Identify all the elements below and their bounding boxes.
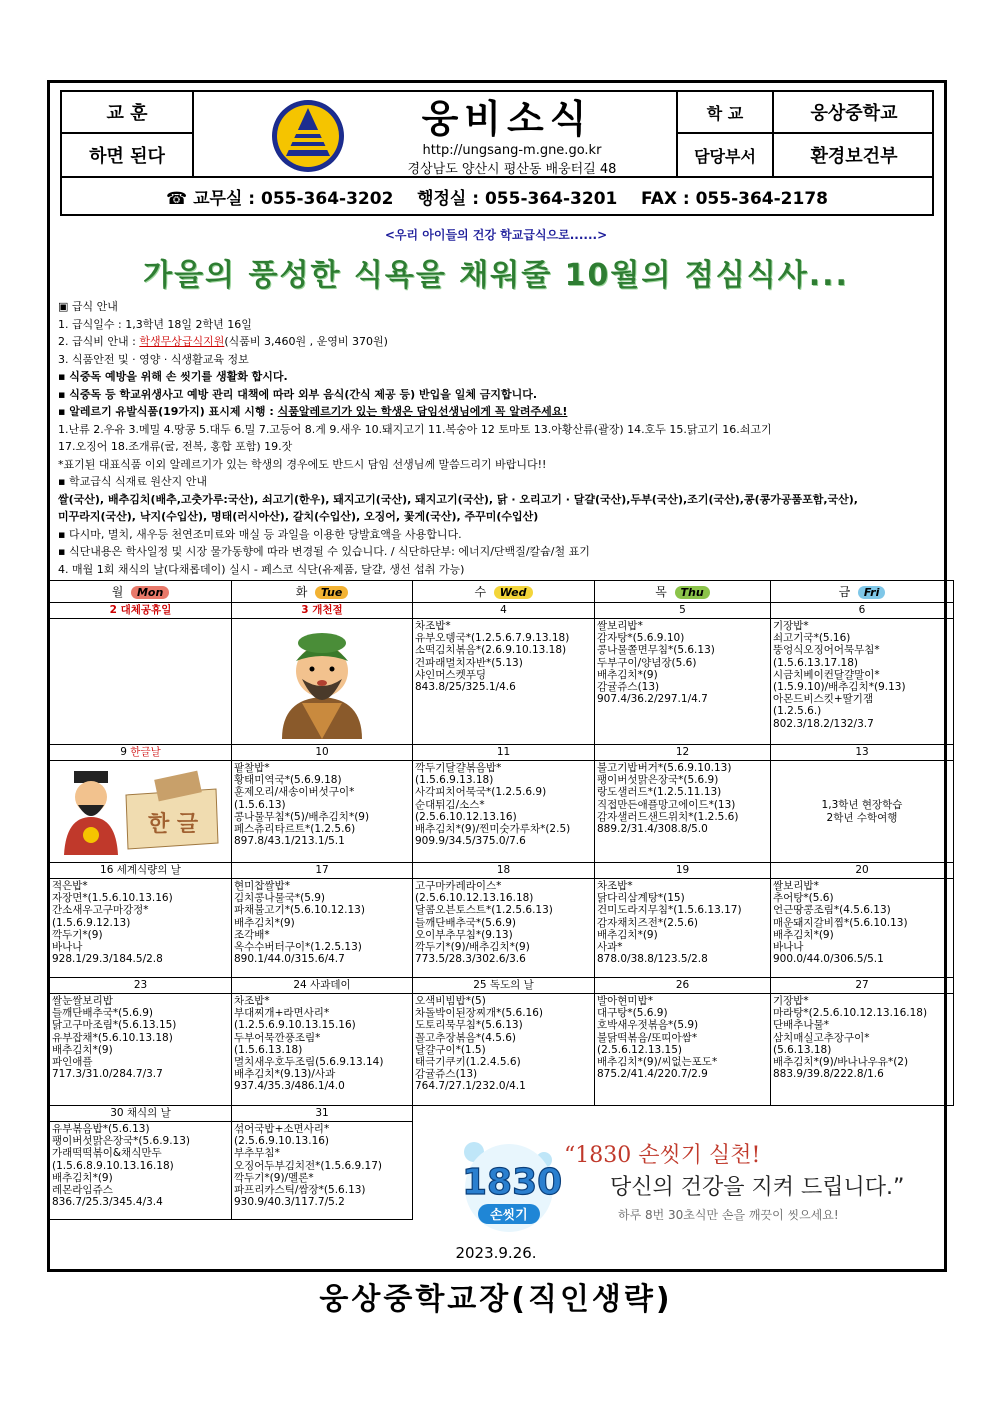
menu-item: 쌀보리밥* (597, 620, 643, 632)
date-26: 26 (595, 978, 771, 994)
menu-list (773, 880, 951, 965)
info-outside-food: ▪ 식중독 등 학교위생사고 예방 관리 대책에 따라 외부 음식(간식 제공 등) 반입을 일체 금지합니다. (58, 387, 538, 401)
menu-item: (2.5.6.10.12.13.16.18) (415, 892, 534, 905)
weekday-mon: 월 Mon (50, 581, 232, 603)
info-cost-detail: (식품비 3,460원 , 운영비 370원) (224, 335, 388, 348)
menu-item: 717.3/31.0/284.7/3.7 (52, 1068, 163, 1081)
date-4: 4 (413, 603, 595, 619)
menu-item: 900.0/44.0/306.5/5.1 (773, 953, 884, 966)
menu-item: 들깨단배추국*(5.6.9) (415, 916, 517, 929)
menu-item: 차조밥* (597, 880, 633, 892)
menu-item: 건미도라지무침*(1.5.6.13.17) (597, 904, 742, 917)
menu-item: 890.1/44.0/315.6/4.7 (234, 953, 345, 966)
info-allergy-list-2: 17.오징어 18.조개류(굴, 전복, 홍합 포함) 19.잣 (58, 440, 293, 453)
menu-item: 1,3학년 현장학습 (821, 799, 903, 812)
menu-list (415, 995, 592, 1093)
fri-badge: Fri (858, 586, 886, 599)
week2-menus (50, 761, 954, 863)
menu-oct-20 (771, 879, 954, 978)
menu-item: 907.4/36.2/297.1/4.7 (597, 693, 708, 706)
menu-item: 배추김치*(9) (773, 928, 834, 941)
menu-item: 파프리카스틱/쌈장*(5.6.13) (234, 1184, 366, 1197)
menu-item: 섞어국밥+소면사리* (234, 1123, 330, 1135)
issue-date: 2023.9.26. (455, 1244, 537, 1262)
menu-oct-19 (595, 879, 771, 978)
school-label: 학 교 (706, 103, 744, 123)
menu-item: 사과* (597, 941, 623, 954)
menu-item: 802.3/18.2/132/3.7 (773, 717, 874, 730)
menu-item: 937.4/35.3/486.1/4.0 (234, 1080, 345, 1093)
menu-item: 바나나 (52, 941, 83, 954)
menu-item: 파채불고기*(5.6.10.12.13) (234, 904, 365, 917)
menu-item: 불닭떡볶음/또띠아쌈* (597, 1031, 698, 1044)
menu-item: 언근땅콩조림*(4.5.6.13) (773, 904, 891, 917)
menu-list (234, 880, 410, 965)
menu-item: 부대찌개+라면사리* (234, 1007, 330, 1020)
menu-item: 소떡김치볶음*(2.6.9.10.13.18) (415, 644, 567, 657)
menu-item: 유부오뎅국*(1.2.5.6.7.9.13.18) (415, 632, 570, 645)
date-2: 2 대체공휴일 (50, 603, 232, 619)
menu-item: (2.5.6.12.13.15) (597, 1043, 683, 1056)
menu-list (773, 799, 951, 823)
weekday-tue: 화 Tue (232, 581, 413, 603)
week4-dates (50, 978, 954, 994)
menu-item: 조각배* (234, 928, 270, 941)
menu-oct-23 (50, 994, 232, 1106)
menu-item: 훈제오리/새송이버섯구이* (234, 786, 355, 799)
menu-item: 기장밥* (773, 995, 809, 1007)
menu-item: 멸치새우호두조림(5.6.9.13.14) (234, 1056, 384, 1069)
menu-item: 적은밥* (52, 880, 88, 892)
meal-info-section (58, 298, 948, 578)
info-origin-2: 미꾸라지(국산), 낙지(수입산), 명태(러시아산), 갈치(수입산), 오징어, 꽃게(국산), 주꾸미(수입산) (58, 510, 539, 523)
menu-item: 콩나물쫄면무침*(5.6.13) (597, 644, 715, 657)
date-5: 5 (595, 603, 771, 619)
menu-list (415, 762, 592, 847)
menu-item: 파인애플 (52, 1056, 93, 1069)
menu-oct-31 (232, 1122, 413, 1220)
menu-item: 도토리묵무침*(5.6.13) (415, 1019, 523, 1032)
menu-item: 현미찹쌀밥* (234, 880, 290, 892)
menu-item: 순대튀김/소스* (415, 798, 485, 811)
menu-item: 감자탕*(5.6.9.10) (597, 632, 685, 645)
menu-item: (2.5.6.9.10.13.16) (234, 1135, 330, 1148)
dangun-illustration-icon (262, 621, 382, 739)
menu-oct-30 (50, 1122, 232, 1220)
menu-item: 차조밥* (415, 620, 451, 632)
menu-item: 배추김치*(9) (597, 928, 658, 941)
menu-item: 바나나 (773, 941, 804, 954)
contact-line: ☎ 교무실 : 055-364-3202 행정실 : 055-364-3201 FAX : 055-364-2178 (166, 188, 828, 209)
menu-item: 배추김치*(9) (52, 1171, 113, 1184)
menu-item: (1.2.5.6.) (773, 705, 822, 718)
menu-list (597, 762, 768, 835)
dept-label: 담당부서 (694, 146, 756, 166)
dept-name: 환경보건부 (810, 146, 898, 167)
date-19: 19 (595, 863, 771, 879)
menu-item: 배추김치*(9)/바나나우유*(2) (773, 1056, 909, 1069)
weekday-wed: 수 Wed (413, 581, 595, 603)
menu-oct-16 (50, 879, 232, 978)
menu-item: 깍두기*(9)/배추김치*(9) (415, 941, 530, 954)
school-name: 웅상중학교 (810, 103, 898, 124)
info-allergy-label: ▪ 알레르기 유발식품(19가지) 표시제 시행 : (58, 405, 278, 418)
menu-item: 오징어두부김치전*(1.5.6.9.17) (234, 1159, 383, 1172)
date-31: 31 (232, 1106, 413, 1122)
menu-item: 닭다리삼계탕*(15) (597, 892, 685, 905)
menu-list (773, 620, 951, 730)
menu-oct-6 (771, 619, 954, 745)
weekday-fri: 금 Fri (771, 581, 954, 603)
menu-item: 감자채치즈전*(2.5.6) (597, 916, 699, 929)
menu-item: 773.5/28.3/302.6/3.6 (415, 953, 526, 966)
menu-list (52, 995, 229, 1080)
date-18: 18 (413, 863, 595, 879)
menu-item: 랑도샐러드*(1.2.5.11.13) (597, 786, 722, 799)
info-cost-label: 2. 급식비 안내 : (58, 335, 140, 348)
week1-menus (50, 619, 954, 745)
menu-item: 매운돼지갈비찜*(5.6.10.13) (773, 916, 908, 929)
handwash-campaign (414, 1130, 948, 1238)
info-natural-seasoning: ▪ 다시마, 멸치, 새우등 천연조미료와 매실 등 과일을 이용한 당발효액을 사용합니다. (58, 527, 462, 541)
menu-item: (1.5.6.9.13.18) (415, 774, 494, 787)
menu-item: 옥수수버터구이*(1.2.5.13) (234, 941, 362, 954)
menu-item: 오색비빔밥*(5) (415, 995, 486, 1007)
menu-item: (1.2.5.6.9.10.13.15.16) (234, 1019, 356, 1032)
menu-item: 차돌박이된장찌개*(5.6.16) (415, 1007, 543, 1020)
date-25: 25 독도의 날 (413, 978, 595, 994)
menu-item: 깍두기*(9)/멜론* (234, 1171, 314, 1184)
menu-item: 930.9/40.3/117.7/5.2 (234, 1196, 345, 1209)
motto-label: 교 훈 (106, 103, 148, 124)
menu-oct-4 (413, 619, 595, 745)
menu-item: 두부구이/양념장(5.6) (597, 656, 697, 669)
info-heading: ▣ 급식 안내 (58, 300, 118, 313)
menu-item: 843.8/25/325.1/4.6 (415, 681, 516, 694)
menu-item: 깍두기*(9) (52, 928, 103, 941)
menu-item: 아몬드비스킷+딸기잼 (773, 693, 874, 706)
menu-item: 감자샐러드샌드위치*(1.2.5.6) (597, 810, 739, 823)
info-allergy-notice: 식품알레르기가 있는 학생은 담임선생님에게 꼭 알려주세요! (277, 405, 568, 418)
school-url[interactable]: http://ungsang-m.gne.go.kr (422, 142, 602, 158)
date-10: 10 (232, 745, 413, 761)
menu-item: 자장면*(1.5.6.10.13.16) (52, 892, 173, 905)
info-allergy-list-1: 1.난류 2.우유 3.메밀 4.땅콩 5.대두 6.밀 7.고등어 8.게 9.새우 10.돼지고기 11.복숭아 12 토마토 13.아황산류(괄장) 14.호두 15.닭고기 16.쇠고기 (58, 422, 772, 436)
menu-item: 달콤오븐토스트*(1.2.5.6.13) (415, 904, 553, 917)
menu-item: 유부잡채*(5.6.10.13.18) (52, 1031, 173, 1044)
menu-item: 팥찰밥* (234, 762, 270, 774)
info-meal-days: 1. 급식일수 : 1,3학년 18일 2학년 16일 (58, 317, 252, 331)
menu-oct-25 (413, 994, 595, 1106)
weekday-thu: 목 Thu (595, 581, 771, 603)
info-safety-heading: 3. 식품안전 및 · 영양 · 식생활교육 정보 (58, 352, 249, 366)
menu-item: 836.7/25.3/345.4/3.4 (52, 1196, 163, 1209)
menu-item: 고구마카레라이스* (415, 880, 502, 892)
menu-item: 배추김치*(9) (52, 1043, 113, 1056)
menu-item: 뚱엉식오징어어묵무침* (773, 644, 880, 657)
menu-oct-26 (595, 994, 771, 1106)
info-allergy (58, 403, 948, 421)
menu-item: 팽이버섯맑은장국*(5.6.9.13) (52, 1135, 191, 1148)
menu-item: 883.9/39.8/222.8/1.6 (773, 1068, 884, 1081)
handwash-slogan-1: “1830 손씻기 실천! (564, 1143, 761, 1168)
menu-table (49, 580, 954, 1220)
menu-item: 감귤쥬스(13) (597, 681, 660, 694)
handwash-slogan-2: 당신의 건강을 지켜 드립니다.” (610, 1175, 905, 1200)
menu-item: 2학년 수학여행 (826, 811, 898, 824)
hangul-text: 한 글 (147, 812, 198, 837)
menu-oct-27 (771, 994, 954, 1106)
menu-item: 배추김치*(9.13)/사과 (234, 1068, 336, 1081)
menu-item: (1.5.6.8.9.10.13.16.18) (52, 1159, 174, 1172)
menu-list (415, 620, 592, 693)
school-logo-emblem (272, 100, 344, 172)
menu-oct-12 (595, 761, 771, 863)
date-12: 12 (595, 745, 771, 761)
week5-dates (50, 1106, 954, 1122)
info-origin-heading: ▪ 학교급식 식재료 원산지 안내 (58, 475, 207, 488)
menu-item: 시금치베이컨달걀말이* (773, 668, 880, 681)
date-16: 16 세계식량의 날 (50, 863, 232, 879)
menu-item: 배추김치*(9) (234, 916, 295, 929)
menu-item: 감귤쥬스(13) (415, 1068, 478, 1081)
menu-item: 대구탕*(5.6.9) (597, 1007, 668, 1020)
menu-item: (1.5.6.13.17.18) (773, 656, 859, 669)
week3-menus (50, 879, 954, 978)
menu-oct-10 (232, 761, 413, 863)
menu-oct-9 (50, 761, 232, 863)
menu-item: 닭고구마조림*(5.6.13.15) (52, 1019, 177, 1032)
menu-item: 차조밥* (234, 995, 270, 1007)
menu-item: (1.5.6.13) (234, 798, 286, 811)
menu-oct-3 (232, 619, 413, 745)
subtitle: <우리 아이들의 건강 학교급식으로......> (384, 228, 608, 242)
menu-item: 배추김치*(9)/씨없는포도* (597, 1056, 718, 1069)
menu-item: (1.5.6.9.12.13) (52, 916, 131, 929)
menu-list (234, 762, 410, 847)
menu-item: 샤인머스켓푸딩 (415, 668, 487, 681)
thu-badge: Thu (675, 586, 710, 599)
menu-item: 깍두기달걀볶음밥* (415, 762, 502, 774)
menu-item: 쌀눈쌀보리밥 (52, 995, 113, 1007)
handwash-1830-logo-icon (444, 1130, 574, 1238)
handwash-logo-label: 손씻기 (490, 1208, 528, 1223)
info-handwash: ▪ 식중독 예방을 위해 손 씻기를 생활화 합시다. (58, 370, 288, 383)
menu-item: 889.2/31.4/308.8/5.0 (597, 823, 708, 836)
date-11: 11 (413, 745, 595, 761)
menu-oct-11 (413, 761, 595, 863)
menu-item: 단배추나물* (773, 1019, 829, 1032)
menu-item: 추어탕*(5.6) (773, 892, 834, 905)
info-origin-1: 쌀(국산), 배추김치(배추,고춧가루:국산), 쇠고기(한우), 돼지고기(국산), 돼지고기(국산), 닭 · 오리고기 · 달걀(국산),두부(국산),조기(국산),콩(콩가공품포함,국산), (58, 492, 858, 506)
date-3: 3 개천절 (232, 603, 413, 619)
handwash-logo-number: 1830 (462, 1162, 563, 1203)
menu-item: 쌀보리밥* (773, 880, 819, 892)
motto: 하면 된다 (89, 146, 165, 167)
menu-item: 875.2/41.4/220.7/2.9 (597, 1068, 708, 1081)
week2-dates (50, 745, 954, 761)
menu-item: 897.8/43.1/213.1/5.1 (234, 835, 345, 848)
menu-item: 909.9/34.5/375.0/7.6 (415, 835, 526, 848)
menu-item: 태극기쿠키(1.2.4.5.6) (415, 1056, 521, 1069)
menu-list (52, 1123, 229, 1208)
menu-item: 부추무침* (234, 1147, 280, 1160)
menu-item: 삼치매실고추장구이* (773, 1031, 870, 1044)
menu-item: 불고기밥버거*(5.6.9.10.13) (597, 762, 732, 774)
menu-item: 황태미역국*(5.6.9.18) (234, 774, 342, 787)
principal-signature: 웅상중학교장(직인생략) (319, 1282, 673, 1317)
menu-item: 사각피치어묵국*(1.2.5.6.9) (415, 786, 547, 799)
menu-item: 김치콩나물국*(5.9) (234, 892, 325, 905)
menu-item: 발아현미밥* (597, 995, 653, 1007)
info-meal-cost (58, 333, 948, 351)
menu-item: 928.1/29.3/184.5/2.8 (52, 953, 163, 966)
menu-oct-2 (50, 619, 232, 745)
info-allergy-note: *표기된 대표식품 이외 알레르기가 있는 학생의 경우에도 반드시 담임 선생님께 말씀드리기 바랍니다!! (58, 457, 547, 471)
menu-item: 들깨단배추국*(5.6.9) (52, 1007, 154, 1020)
date-17: 17 (232, 863, 413, 879)
date-9: 9 한글날 (50, 745, 232, 761)
menu-item: 764.7/27.1/232.0/4.1 (415, 1080, 526, 1093)
menu-item: 간소새우고구마강정* (52, 904, 149, 917)
menu-oct-17 (232, 879, 413, 978)
handwash-slogan-3: 하루 8번 30초식만 손을 깨끗이 씻으세요! (618, 1208, 839, 1222)
menu-item: 유부볶음밥*(5.6.13) (52, 1123, 150, 1135)
menu-item: 레몬라임쥬스 (52, 1184, 113, 1197)
date-6: 6 (771, 603, 954, 619)
menu-item: 배추김치*(9)/찐미숫가루차*(2.5) (415, 823, 571, 836)
date-23: 23 (50, 978, 232, 994)
menu-item: 페스츄리타르트*(1.2.5.6) (234, 823, 356, 836)
king-sejong-hangul-icon (56, 765, 226, 855)
menu-item: 건파래멸치자반*(5.13) (415, 656, 523, 669)
menu-item: 기장밥* (773, 620, 809, 632)
menu-item: (5.6.13.18) (773, 1043, 832, 1056)
menu-item: 오이부추무침*(9.13) (415, 928, 513, 941)
menu-list (773, 995, 951, 1080)
headline: 가을의 풍성한 식욕을 채워줄 10월의 점심식사... (143, 258, 849, 293)
mon-badge: Mon (131, 586, 169, 599)
menu-list (52, 880, 229, 965)
date-30: 30 채식의 날 (50, 1106, 232, 1122)
menu-oct-5 (595, 619, 771, 745)
menu-item: 콩나물무침*(5)/배추김치*(9) (234, 810, 370, 823)
wed-badge: Wed (494, 586, 533, 599)
menu-list (597, 880, 768, 965)
menu-list (234, 1123, 410, 1208)
menu-list (415, 880, 592, 965)
menu-oct-24 (232, 994, 413, 1106)
date-27: 27 (771, 978, 954, 994)
menu-item: 마라탕*(2.5.6.10.12.13.16.18) (773, 1007, 928, 1020)
date-24: 24 사과데이 (232, 978, 413, 994)
week4-menus (50, 994, 954, 1106)
week3-dates (50, 863, 954, 879)
week1-dates (50, 603, 954, 619)
menu-list (234, 995, 410, 1093)
info-menu-change: ▪ 식단내용은 학사일정 및 시장 물가동향에 따라 변경될 수 있습니다. / 식단하단부: 에너지/단백질/칼슘/철 표기 (58, 545, 590, 558)
hangul-day-label: 한글날 (130, 746, 161, 758)
menu-item: 호박새우젓볶음*(5.9) (597, 1019, 699, 1032)
menu-item: 배추김치*(9) (597, 668, 658, 681)
menu-item: 팽이버섯맑은장국*(5.6.9) (597, 774, 719, 787)
date-13: 13 (771, 745, 954, 761)
info-vegetarian-day: 4. 매월 1회 채식의 날(다채롭데이) 실시 - 페스코 식단(유제품, 달걀, 생선 섭취 가능) (58, 562, 465, 576)
menu-item: 두부어묵깐풍조림* (234, 1031, 321, 1044)
info-free-meal: 학생무상급식지원 (139, 335, 225, 348)
menu-item: 쇠고기국*(5.16) (773, 632, 851, 645)
newsletter-header (60, 90, 934, 216)
menu-item: 달걀구이*(1.5) (415, 1043, 486, 1056)
menu-oct-18 (413, 879, 595, 978)
menu-item: (1.5.9.10)/배추김치*(9.13) (773, 681, 906, 694)
weekday-header-row (50, 581, 954, 603)
menu-item: (2.5.6.10.12.13.16) (415, 810, 517, 823)
tue-badge: Tue (315, 586, 348, 599)
menu-list (597, 995, 768, 1080)
menu-item: 878.0/38.8/123.5/2.8 (597, 953, 708, 966)
date-20: 20 (771, 863, 954, 879)
menu-list (597, 620, 768, 705)
newsletter-title: 웅비소식 (421, 96, 593, 141)
menu-item: (1.5.6.13.18) (234, 1043, 303, 1056)
menu-item: 꼴고추장볶음*(4.5.6) (415, 1031, 517, 1044)
school-address: 경상남도 양산시 평산동 배웅터길 48 (407, 161, 617, 177)
menu-oct-13 (771, 761, 954, 863)
menu-item: 가래떡떡볶이&채식만두 (52, 1147, 162, 1160)
menu-item: 직접만든애플망고에이드*(13) (597, 798, 736, 811)
